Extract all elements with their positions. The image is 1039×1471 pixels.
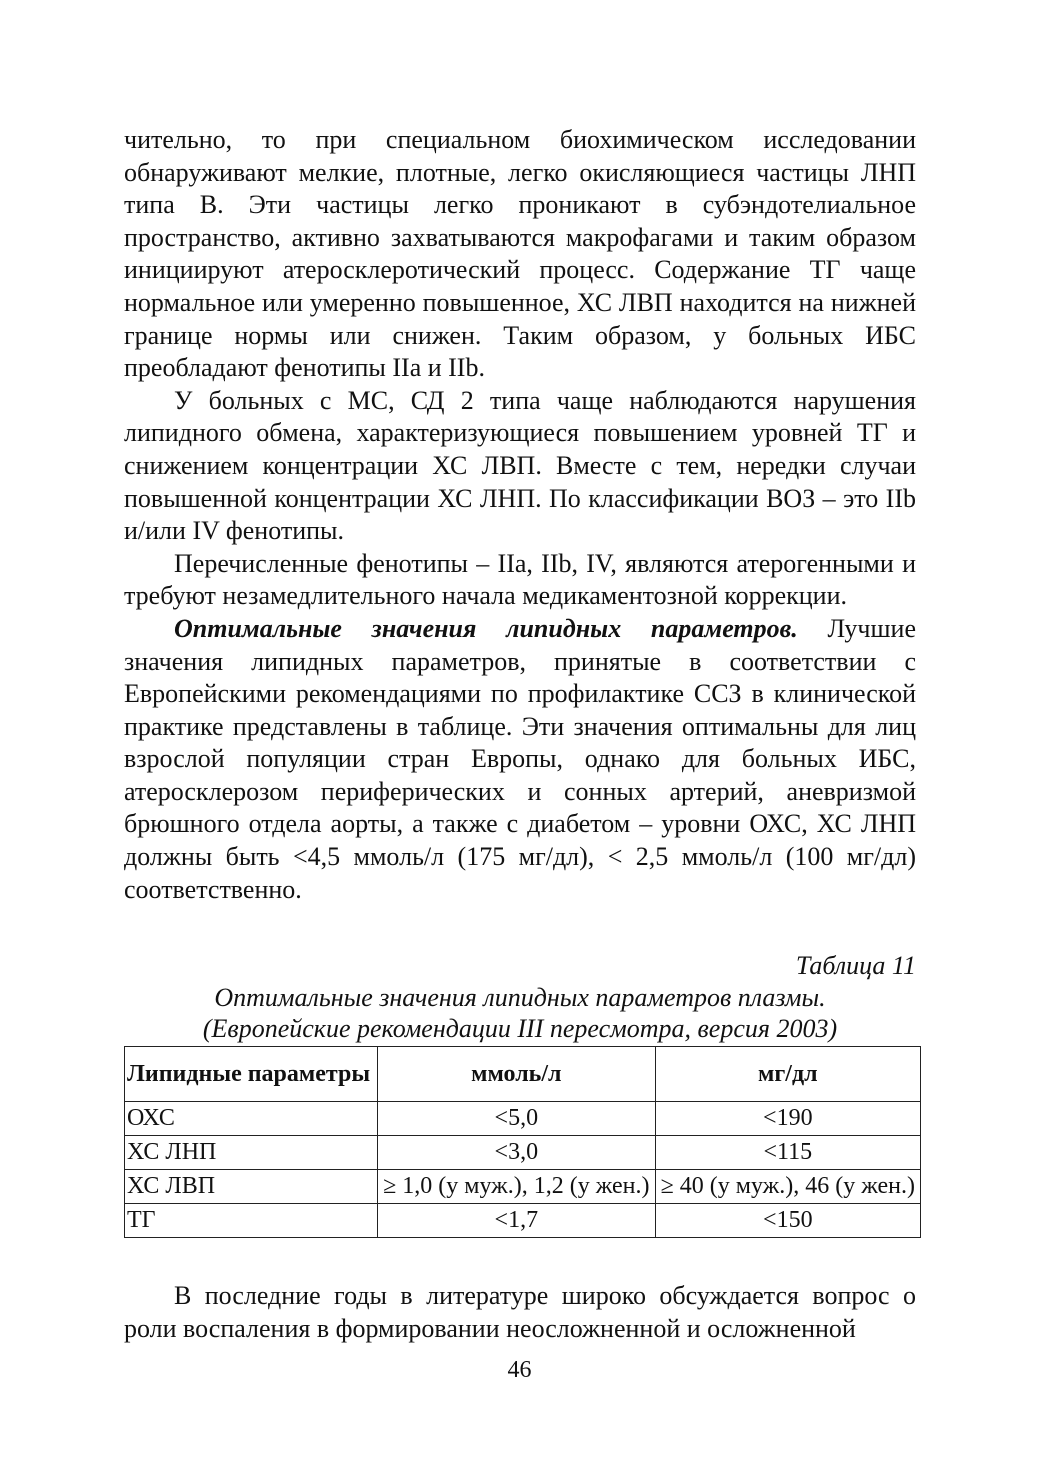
table-header-row [125, 1047, 921, 1102]
table-caption-line-1: Оптимальные значения липидных параметров плазмы. [214, 983, 826, 1013]
header-lipid-parameters: Липидные параметры [125, 1047, 378, 1102]
paragraph-1: чительно, то при специальном биохимическом исследовании обнаруживают мелкие, плотные, легко окисляющиеся частицы ЛНП типа В. Эти частицы легко проникают в субэндотелиальное пространство, активно захватываются макрофагами и таким образом инициируют атеросклеротический процесс. Содержание ТГ чаще нормальное или умеренно повышенное, ХС ЛВП находится на нижней границе нормы или снижен. Таким образом, у больных ИБС преобладают фенотипы IIa и IIb. [124, 125, 916, 383]
table-row [125, 1136, 921, 1170]
cell-parameter: ТГ [125, 1204, 378, 1238]
paragraph-2: У больных с МС, СД 2 типа чаще наблюдаются нарушения липидного обмена, характеризующиеся повышением уровней ТГ и снижением концентрации ХС ЛВП. Вместе с тем, нередки случаи повышенной концентрации ХС ЛНП. По классификации ВОЗ – это IIb и/или IV фенотипы. [124, 385, 916, 546]
page-body [124, 124, 916, 1345]
paragraph-5: В последние годы в литературе широко обсуждается вопрос о роли воспаления в формировании неосложненной и осложненной [124, 1281, 916, 1343]
table-row [125, 1102, 921, 1136]
cell-mgdl: <190 [655, 1102, 920, 1136]
paragraph-4-text: Лучшие значения липидных параметров, принятые в соответствии с Европейскими рекомендациями по профилактике ССЗ в клинической практике представлены в таблице. Эти значения оптимальны для лиц взрослой популяции стран Европы, однако для больных ИБС, атеросклерозом периферических и сонных артерий, аневризмой брюшного отдела аорты, а также с диабетом – уровни ОХС, ХС ЛНП должны быть <4,5 ммоль/л (175 мг/дл), < 2,5 ммоль/л (100 мг/дл) соответственно. [124, 613, 916, 904]
lipid-table [124, 1046, 921, 1238]
cell-mgdl: <150 [655, 1204, 920, 1238]
paragraph-4 [124, 613, 916, 906]
cell-parameter: ХС ЛВП [125, 1170, 378, 1204]
cell-parameter: ХС ЛНП [125, 1136, 378, 1170]
section-heading: Оптимальные значения липидных параметров. [174, 613, 798, 643]
cell-mgdl: <115 [655, 1136, 920, 1170]
cell-mmol: <5,0 [378, 1102, 656, 1136]
paragraph-3: Перечисленные фенотипы – IIa, IIb, IV, являются атерогенными и требуют незамедлительного начала медикаментозной коррекции. [124, 548, 916, 611]
header-mgdl: мг/дл [655, 1047, 920, 1102]
cell-parameter: ОХС [125, 1102, 378, 1136]
cell-mgdl: ≥ 40 (у муж.), 46 (у жен.) [655, 1170, 920, 1204]
table-caption-line-2: (Европейские рекомендации III пересмотра, версия 2003) [202, 1014, 838, 1044]
cell-mmol: <3,0 [378, 1136, 656, 1170]
cell-mmol: ≥ 1,0 (у муж.), 1,2 (у жен.) [378, 1170, 656, 1204]
table-row [125, 1204, 921, 1238]
cell-mmol: <1,7 [378, 1204, 656, 1238]
table-number: Таблица 11 [795, 951, 916, 981]
page-number: 46 [507, 1357, 532, 1383]
header-mmol: ммоль/л [378, 1047, 656, 1102]
table-row [125, 1170, 921, 1204]
